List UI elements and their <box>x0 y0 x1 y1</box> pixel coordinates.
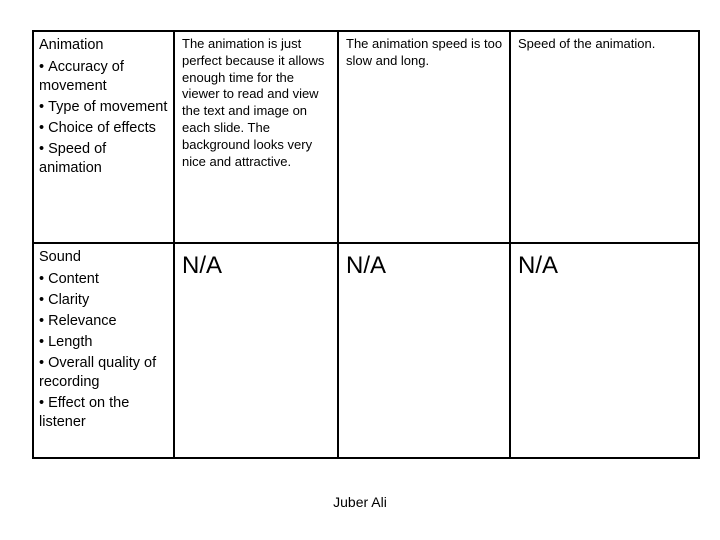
comment-text: The animation speed is too slow and long. <box>346 36 503 68</box>
na-cell <box>174 243 338 458</box>
criterion-cell-animation <box>33 31 174 243</box>
criterion-title: Sound <box>39 249 81 265</box>
criterion-title: Animation <box>39 37 104 53</box>
author-name: Juber Ali <box>333 494 387 510</box>
table-row-animation <box>33 31 699 243</box>
na-cell <box>338 243 510 458</box>
criterion-item: • Accuracy of movement <box>39 58 168 96</box>
criterion-item: • Effect on the listener <box>39 394 168 432</box>
criterion-item: • Relevance <box>39 312 168 331</box>
na-text: N/A <box>346 252 387 279</box>
comment-cell <box>510 31 699 243</box>
criterion-item: • Content <box>39 270 168 289</box>
na-text: N/A <box>182 252 223 279</box>
criterion-item: • Choice of effects <box>39 119 168 138</box>
comment-text: Speed of the animation. <box>518 36 656 51</box>
comment-text: The animation is just perfect because it allows enough time for the viewer to read and view the text and image on each slide. The background looks very nice and attractive. <box>182 36 325 169</box>
evaluation-table <box>32 30 700 459</box>
criterion-cell-sound <box>33 243 174 458</box>
table-row-sound <box>33 243 699 458</box>
criterion-item: • Type of movement <box>39 98 168 117</box>
criterion-item: • Clarity <box>39 291 168 310</box>
comment-cell <box>174 31 338 243</box>
na-text: N/A <box>518 252 559 279</box>
criterion-item: • Overall quality of recording <box>39 354 168 392</box>
comment-cell <box>338 31 510 243</box>
criterion-item: • Speed of animation <box>39 140 168 178</box>
na-cell <box>510 243 699 458</box>
criterion-item: • Length <box>39 333 168 352</box>
